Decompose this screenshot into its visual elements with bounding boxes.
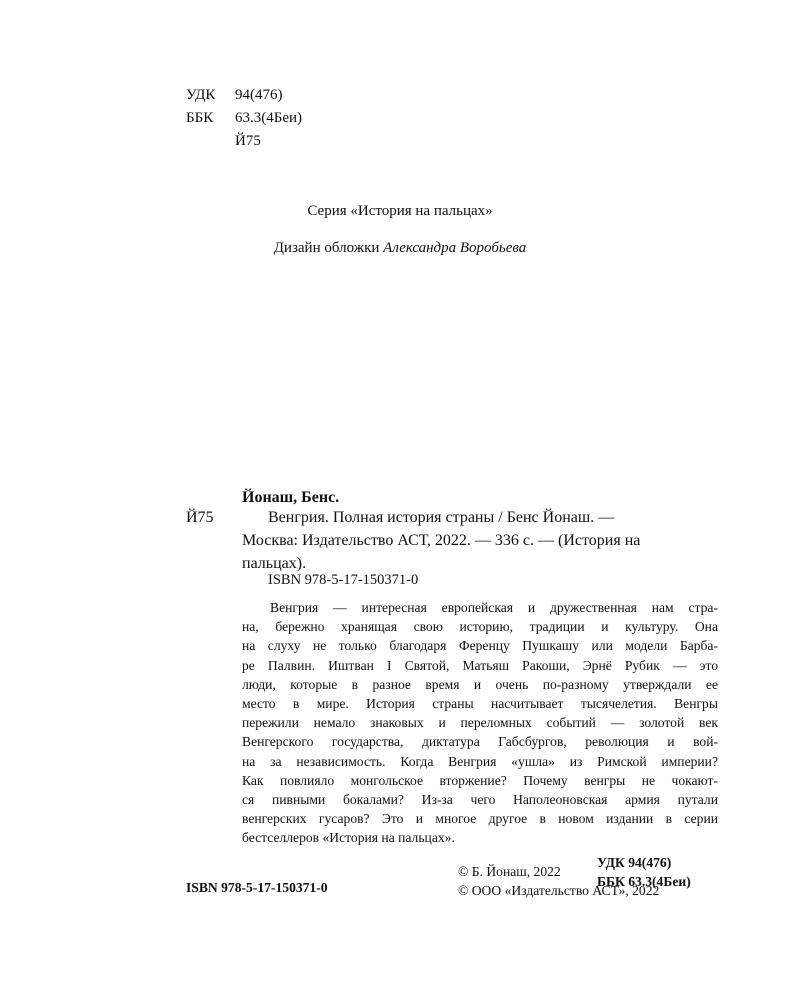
udk-value: 94(476) [235, 87, 283, 103]
author-sign-line [186, 130, 302, 153]
classification-top [186, 84, 302, 153]
bbk-value: 63.3(4Беи) [235, 110, 303, 126]
annotation-line: Венгерского государства, диктатура Габсбургов, революция и вой- [242, 734, 718, 750]
series-line: Серия «История на пальцах» [307, 203, 493, 219]
author-sign-top: Й75 [235, 133, 261, 149]
entry-description-line-1: Венгрия. Полная история страны / Бенс Йонаш. — [268, 509, 615, 526]
udk-bottom: УДК 94(476) [597, 855, 672, 870]
cover-design-label: Дизайн обложки [273, 240, 380, 256]
annotation-line: Венгрия — интересная европейская и дружественная нам стра- [270, 600, 718, 615]
udk-line [186, 84, 302, 107]
annotation-line: на слуху не только благодаря Ференцу Пушкашу или модели Барба- [242, 638, 718, 654]
entry-description-line-3: пальцах). [242, 555, 307, 572]
annotation-line: венгерских гусаров? Это и многое другое в новом издании в серии [242, 811, 718, 827]
annotation-line: ре Палвин. Иштван I Святой, Матьяш Ракоши, Эрнё Рубик — это [242, 657, 718, 673]
cover-design-line [0, 240, 800, 257]
footer-isbn: ISBN 978-5-17-150371-0 [186, 880, 328, 895]
author-sign-entry: Й75 [186, 509, 214, 526]
annotation [242, 598, 718, 848]
annotation-line: пережили немало знаковых и переломных событий — золотой век [242, 715, 718, 731]
bbk-bottom: ББК 63.3(4Беи) [597, 874, 691, 889]
copyright-block [458, 862, 659, 900]
copyright-publisher: © ООО «Издательство АСТ», 2022 [458, 883, 660, 898]
annotation-line: ся пивными бокалами? Из-за чего Наполеоновская армия путали [242, 792, 718, 808]
entry-isbn: ISBN 978-5-17-150371-0 [268, 572, 419, 588]
cover-designer-name: Александра Воробьева [383, 240, 527, 256]
annotation-line: бестселлеров «История на пальцах». [242, 830, 455, 846]
author-heading: Йонаш, Бенс. [242, 489, 340, 506]
annotation-line: люди, которые в разное время и очень по-разному утверждали ее [242, 676, 718, 692]
bbk-key: ББК [186, 110, 214, 126]
annotation-line: место в мире. История страны насчитывает тысячелетия. Венгры [242, 696, 718, 712]
annotation-line: на, бережно хранящая свою историю, традиции и культуру. Она [242, 619, 718, 635]
annotation-line: на за независимость. Когда Венгрия «ушла» из Римской империи? [242, 753, 718, 769]
udk-key: УДК [186, 87, 216, 103]
annotation-line: Как повлияло монгольское вторжение? Почему венгры не чокают- [242, 772, 718, 788]
copyright-author: © Б. Йонаш, 2022 [458, 864, 561, 879]
entry-description-line-2: Москва: Издательство АСТ, 2022. — 336 с. — (История на [242, 532, 641, 549]
bbk-line [186, 107, 302, 130]
